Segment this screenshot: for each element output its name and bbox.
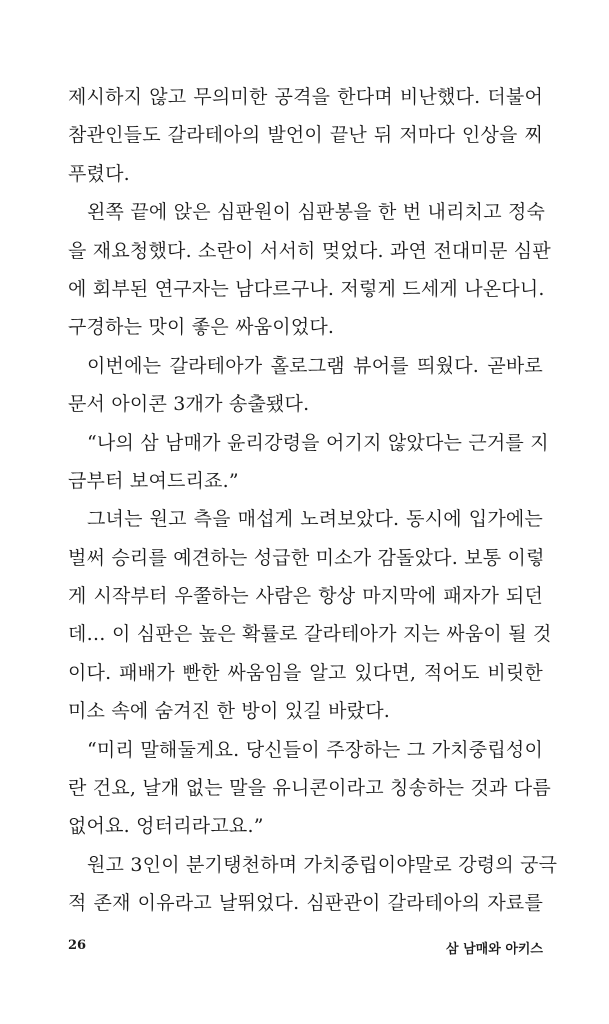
text-line: 을 재요청했다. 소란이 서서히 멎었다. 과연 전대미문 심판 (68, 239, 551, 262)
text-line: 없어요. 엉터리라고요.” (68, 815, 264, 838)
text-line: “미리 말해둘게요. 당신들이 주장하는 그 가치중립성이 (87, 738, 543, 761)
text-line: 란 건요, 날개 없는 말을 유니콘이라고 칭송하는 것과 다름 (68, 777, 551, 800)
text-line: 그녀는 원고 측을 매섭게 노려보았다. 동시에 입가에는 (87, 508, 543, 531)
text-line: 적 존재 이유라고 날뛰었다. 심판관이 갈라테아의 자료를 (68, 892, 543, 915)
text-line: 원고 3인이 분기탱천하며 가치중립이야말로 강령의 궁극 (87, 853, 558, 876)
text-line: 벌써 승리를 예견하는 성급한 미소가 감돌았다. 보통 이렇 (68, 546, 545, 569)
text-line: 에 회부된 연구자는 남다르구나. 저렇게 드세게 나온다니. (68, 277, 545, 300)
text-line: 게 시작부터 우쭐하는 사람은 항상 마지막에 패자가 되던 (68, 585, 543, 608)
text-line: 데… 이 심판은 높은 확률로 갈라테아가 지는 싸움이 될 것 (68, 623, 552, 646)
text-line: 푸렸다. (68, 162, 130, 185)
page-footer (68, 938, 543, 958)
body-text (68, 78, 558, 923)
text-line: “나의 삼 남매가 윤리강령을 어기지 않았다는 근거를 지 (87, 431, 549, 454)
text-line: 금부터 보여드리죠.” (68, 469, 239, 492)
running-title: 삼 남매와 아키스 (446, 942, 543, 957)
text-line: 왼쪽 끝에 앉은 심판원이 심판봉을 한 번 내리치고 정숙 (87, 201, 546, 224)
page-number: 26 (68, 938, 87, 953)
text-line: 문서 아이콘 3개가 송출됐다. (68, 393, 310, 416)
text-line: 이다. 패배가 빤한 싸움임을 알고 있다면, 적어도 비릿한 (68, 661, 543, 684)
text-line: 미소 속에 숨겨진 한 방이 있길 바랐다. (68, 700, 390, 723)
text-line: 참관인들도 갈라테아의 발언이 끝난 뒤 저마다 인상을 찌 (68, 124, 543, 147)
text-line: 구경하는 맛이 좋은 싸움이었다. (68, 316, 335, 339)
text-line: 이번에는 갈라테아가 홀로그램 뷰어를 띄웠다. 곧바로 (87, 354, 543, 377)
text-line: 제시하지 않고 무의미한 공격을 한다며 비난했다. 더불어 (68, 86, 543, 108)
